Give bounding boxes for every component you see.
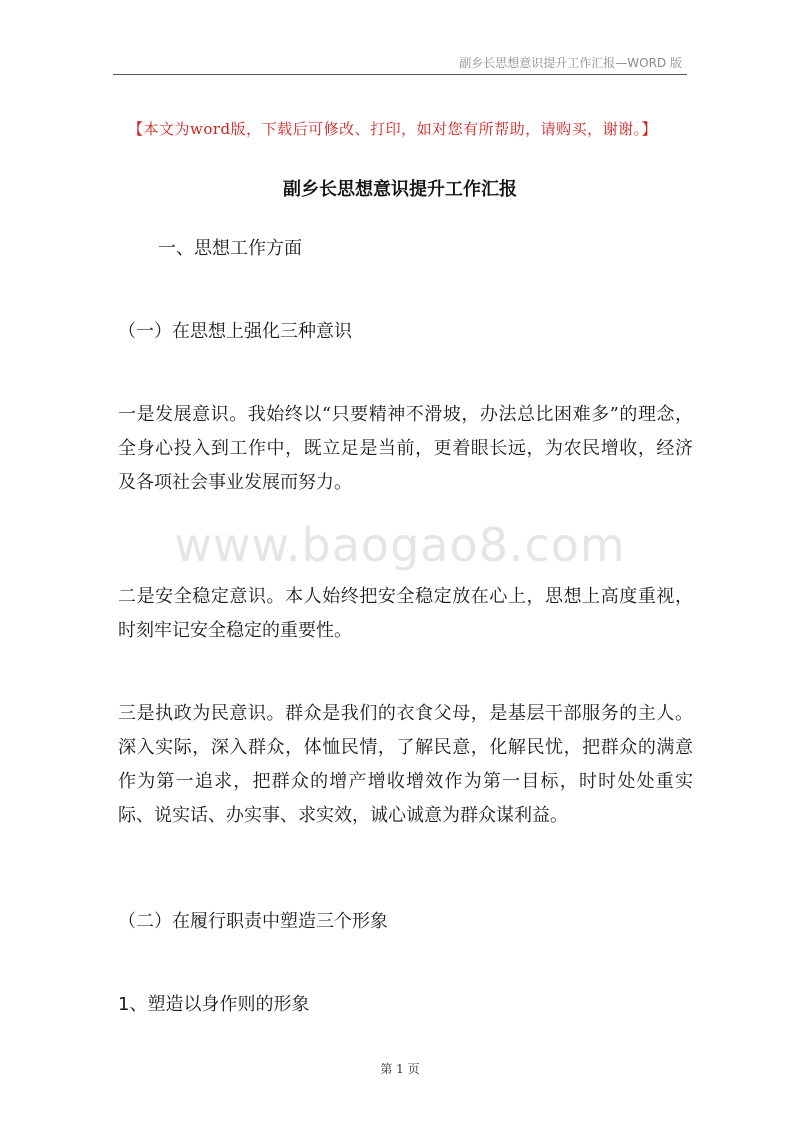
header-divider <box>113 74 687 75</box>
page-number: 第 1 页 <box>380 1062 420 1076</box>
section-heading: 一、思想工作方面 <box>158 238 302 259</box>
list-item: 1、塑造以身作则的形象 <box>118 994 310 1015</box>
watermark: www.baogao8.com <box>174 518 626 572</box>
paragraph-development: 一是发展意识。我始终以“只要精神不滑坡，办法总比困难多”的理念，全身心投入到工作中，既立足是当前，更着眼长远，为农民增收，经济及各项社会事业发展而努力。 <box>118 404 693 493</box>
document-title: 副乡长思想意识提升工作汇报 <box>283 179 517 200</box>
paragraph-safety: 二是安全稳定意识。本人始终把安全稳定放在心上，思想上高度重视，时刻牢记安全稳定的重要性。 <box>118 586 693 641</box>
purchase-notice: 【本文为word版，下载后可修改、打印，如对您有所帮助，请购买，谢谢。】 <box>128 120 658 138</box>
subsection-heading: （一）在思想上强化三种意识 <box>118 321 352 342</box>
subsection-heading-2: （二）在履行职责中塑造三个形象 <box>118 911 388 932</box>
paragraph-service: 三是执政为民意识。群众是我们的衣食父母，是基层干部服务的主人。深入实际，深入群众，体恤民情，了解民意，化解民忧，把群众的满意作为第一追求，把群众的增产增收增效作为第一目标，时时处处重实际、说实话、办实事、求实效，诚心诚意为群众谋利益。 <box>118 703 693 826</box>
running-header: 副乡长思想意识提升工作汇报—WORD 版 <box>459 56 682 70</box>
